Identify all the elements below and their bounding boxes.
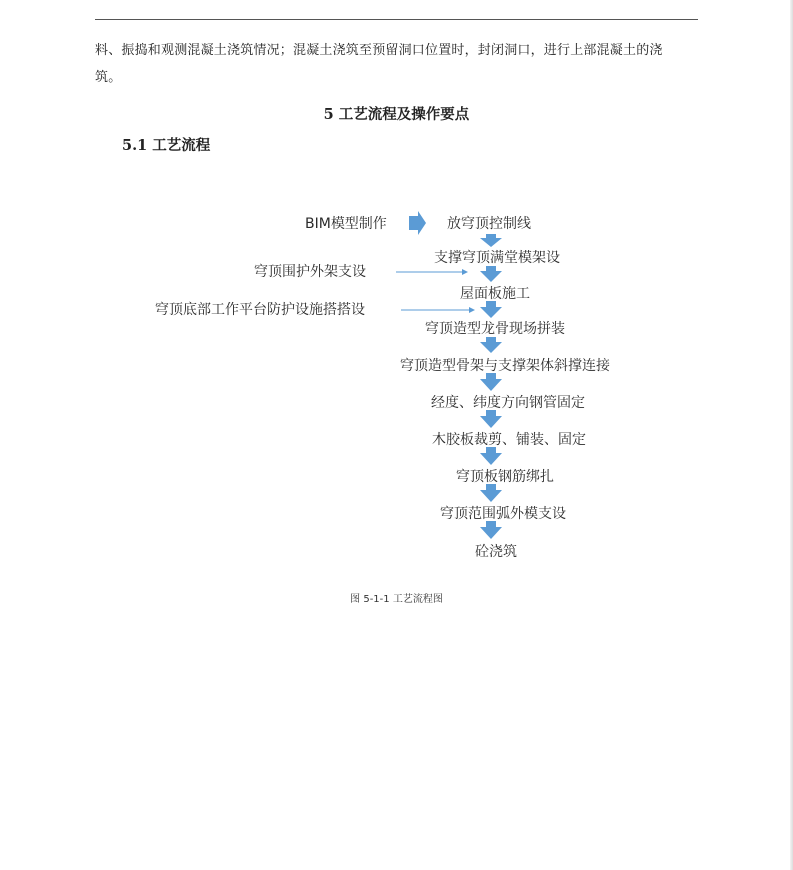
flow-step-label: 经度、纬度方向钢管固定 bbox=[431, 395, 585, 411]
side-connector-arrowhead bbox=[469, 307, 475, 313]
side-connector-arrowhead bbox=[462, 269, 468, 275]
down-arrow-icon bbox=[480, 484, 502, 502]
right-arrow-icon bbox=[409, 211, 426, 235]
down-arrow-icon bbox=[480, 266, 502, 282]
figure-caption: 图 5-1-1 工艺流程图 bbox=[350, 594, 443, 605]
paragraph-line-1: 料、振捣和观测混凝土浇筑情况；混凝土浇筑至预留洞口位置时，封闭洞口，进行上部混凝土的浇 bbox=[95, 43, 663, 58]
down-arrow-icon bbox=[480, 521, 502, 539]
flow-step-label: 穹顶范围弧外模支设 bbox=[440, 506, 566, 522]
down-arrow-icon bbox=[480, 301, 502, 318]
flow-step-label: 放穹顶控制线 bbox=[447, 216, 531, 232]
down-arrow-icon bbox=[480, 410, 502, 428]
down-arrow-icon bbox=[480, 447, 502, 465]
side-input-label: 穹顶底部工作平台防护设施搭搭设 bbox=[155, 302, 365, 318]
down-arrow-icon bbox=[480, 337, 502, 353]
flow-step-label: 屋面板施工 bbox=[460, 286, 530, 302]
side-input-label: 穹顶围护外架支设 bbox=[254, 264, 366, 280]
flow-step-label: 穹顶造型骨架与支撑架体斜撑连接 bbox=[400, 358, 610, 374]
section-title: 5 工艺流程及操作要点 bbox=[323, 106, 470, 123]
flow-step-label: 穹顶造型龙骨现场拼装 bbox=[425, 321, 565, 337]
flow-step-label: 砼浇筑 bbox=[475, 544, 517, 560]
flow-step-label: 支撑穹顶满堂模架设 bbox=[434, 250, 560, 266]
flow-step-label: 木胶板裁剪、铺装、固定 bbox=[432, 432, 586, 448]
flow-step-label: 穹顶板钢筋绑扎 bbox=[456, 469, 554, 485]
flow-input-label: BIM模型制作 bbox=[305, 216, 387, 232]
down-arrow-icon bbox=[480, 234, 502, 247]
down-arrow-icon bbox=[480, 373, 502, 391]
subsection-title: 5.1 工艺流程 bbox=[122, 137, 211, 154]
paragraph-line-2: 筑。 bbox=[95, 70, 122, 85]
